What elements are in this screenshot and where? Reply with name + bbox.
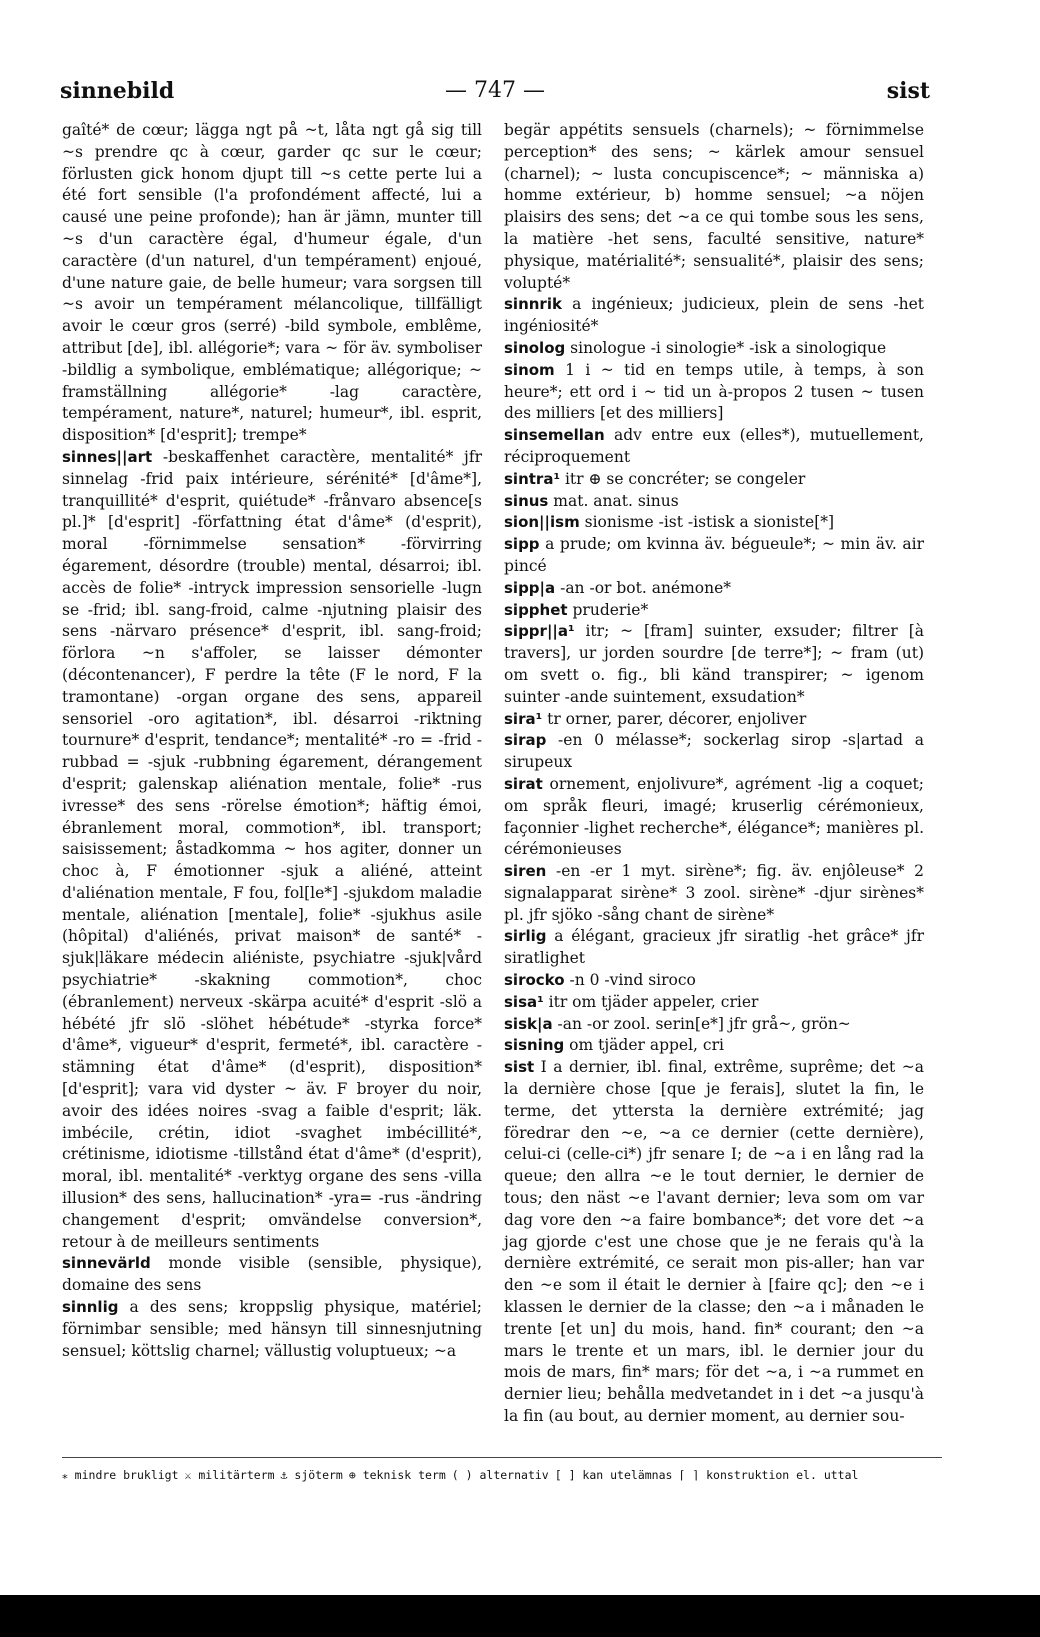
scan-border (0, 1595, 1040, 1637)
dictionary-entry (504, 774, 924, 861)
entry-definition: -n 0 -vind siroco (564, 971, 696, 990)
entry-definition: itr om tjäder appeler, crier (543, 992, 759, 1011)
dictionary-entry (504, 425, 924, 469)
entry-definition: ornement, enjolivure*, agrément -lig a coquet; om språk fleuri, imagé; kruserlig cérémonieux, façonnier -lighet recherche*, élégance*; manières pl. cérémonieuses (504, 774, 924, 859)
dictionary-entry (504, 709, 924, 731)
entry-definition: mat. anat. sinus (548, 491, 679, 510)
entry-headword: sirap (504, 731, 547, 750)
left-column (62, 120, 482, 1362)
dictionary-entry (504, 294, 924, 338)
dictionary-entry (504, 578, 924, 600)
entry-headword: sirlig (504, 927, 547, 946)
dictionary-entry (504, 621, 924, 708)
entry-headword: sintra¹ (504, 469, 561, 488)
entry-headword: sinolog (504, 338, 566, 357)
entry-definition: a prude; om kvinna äv. bégueule*; ~ min äv. air pincé (504, 535, 924, 575)
legend-item: ⊕ teknisk term (348, 1468, 446, 1482)
entry-definition: itr ⊕ se concréter; se congeler (560, 469, 806, 488)
entry-headword: sinnlig (62, 1298, 119, 1317)
entry-headword: siren (504, 862, 547, 881)
entry-headword: sisning (504, 1036, 565, 1055)
entry-headword: sisk|a (504, 1014, 553, 1033)
entry-headword: sinsemellan (504, 426, 605, 445)
entry-headword: sinnrik (504, 295, 562, 314)
entry-headword: sinnevärld (62, 1254, 151, 1273)
page-header (60, 78, 930, 112)
dictionary-entry (504, 360, 924, 425)
dictionary-entry (504, 534, 924, 578)
entry-definition: tr orner, parer, décorer, enjoliver (542, 709, 807, 728)
entry-definition: begär appétits sensuels (charnels); ~ förnimmelse perception* des sens; ~ kärlek amour sensuel (charnel); ~ lusta concupiscence*; ~ människa a) homme extérieur, b) homme sensuel; ~a nöjen plaisirs des sens; det ~a ce qui tombe sous les sens, la matière -het sens, faculté sensitive, nature* physique, matérialité*; sensualité*, plaisir des sens; volupté* (504, 121, 924, 292)
dictionary-entry (504, 120, 924, 294)
entry-headword: sipp (504, 535, 540, 554)
dictionary-entry (504, 1057, 924, 1428)
entry-definition: itr; ~ [fram] suinter, exsuder; filtrer [à travers], ur jorden sourdre [de terre*]; ~ fram (ut) om svett o. fig., bli känd transpirer; ~ igenom suinter -ande suintement, exsudation* (504, 622, 924, 706)
entry-headword: sirat (504, 774, 543, 793)
page-number: — 747 — (445, 78, 545, 103)
entry-definition: -en 0 mélasse*; sockerlag sirop -s|artad a sirupeux (504, 731, 924, 772)
dictionary-entry (504, 338, 924, 360)
entry-definition: sinologue -i sinologie* -isk a sinologique (565, 338, 887, 357)
entry-definition: pruderie* (567, 600, 649, 619)
entry-definition: 1 i ~ tid en temps utile, à temps, à son heure*; ett ord i ~ tid un à-propos 2 tusen ~ tusen des milliers [et des milliers] (504, 360, 924, 423)
entry-definition: -beskaffenhet caractère, mentalité* jfr sinnelag -frid paix intérieure, sérénité* [d'âme*], tranquillité* d'esprit, quiétude* -frånvaro absence[s pl.]* [d'esprit] -författning état d'âme* (d'esprit), moral -förnimmelse sensation* -förvirring égarement, désordre (trouble) mental, désarroi; ibl. accès de folie* -intryck impression sensorielle -lugn se -frid; ibl. sang-froid, calme -njutning plaisir des sens -närvaro présence* d'esprit, ibl. sang-froid; förlora ~n s'affoler, se laisser démonter (décontenancer), F perdre la tête (F le nord, F la tramontane) -organ organe des sens, appareil sensoriel -oro agitation*, ibl. désarroi -riktning tournure* d'esprit, tendance*; mentalité* -ro = -frid -rubbad = -sjuk -rubbning égarement, dérangement d'esprit; galenskap aliénation mentale, folie* -rus ivresse* des sens -rörelse émotion*; häftig émoi, ébranlement moral, commotion*, ibl. transport; saisissement; åstadkomma ~ hos agiter, donner un choc à, F émotionner -sjuk a aliéné, atteint d'aliénation mentale, F fou, fol[le*] -sjukdom maladie mentale, aliénation [mentale], folie* -sjukhus asile (hôpital) d'aliénés, privat maison* de santé* -sjuk|läkare médecin aliéniste, psychiatre -sjuk|vård psychiatrie* -skakning commotion*, choc (ébranlement) nerveux -skärpa acuité* d'esprit -slö a hébété jfr slö -slöhet hébétude* -styrka force* d'âme*, vigueur* d'esprit, fermeté*, ibl. caractère -stämning état d'âme* (d'esprit), disposition* [d'esprit]; vara vid dyster ~ äv. F broyer du noir, avoir des idées noires -svag a faible d'esprit; läk. imbécile, crétin, idiot -svaghet imbécillité*, crétinisme, idiotisme -tillstånd état d'âme* (d'esprit), moral, ibl. mentalité* -verktyg organe des sens -villa illusion* des sens, hallucination* -yra= -rus -ändring changement d'esprit; omvändelse conversion*, retour à de meilleurs sentiments (62, 447, 482, 1251)
entry-definition: om tjäder appel, cri (564, 1036, 724, 1055)
entry-definition: sionisme -ist -istisk a sioniste[*] (579, 513, 835, 532)
dictionary-entry (504, 1014, 924, 1036)
entry-headword: sion||ism (504, 513, 580, 532)
legend-item: ⚓ sjöterm (280, 1468, 343, 1482)
legend-item: [ ] kan utelämnas (554, 1468, 673, 1482)
entry-definition: gaîté* de cœur; lägga ngt på ~t, låta ngt gå sig till ~s prendre qc à cœur, garder qc sur le cœur; förlusten gick honom djupt till ~s cette perte lui a été fort sensible (l'a profondément affecté, lui a causé une peine profonde); han är jämn, munter till ~s d'un caractère égal, d'humeur égale, d'un caractère (d'un naturel, d'un tempérament) enjoué, d'une nature gaie, de belle humeur; vara sorgsen till ~s avoir un tempérament mélancolique, tillfälligt avoir le cœur gros (serré) -bild symbole, emblême, attribut [de], ibl. allégorie*; vara ~ för äv. symboliser -bildlig a symbolique, emblématique; allégorique; ~ framställning allégorie* -lag caractère, tempérament, nature*, naturel; humeur*, ibl. esprit, disposition* [d'esprit]; trempe* (62, 121, 482, 445)
entry-headword: sipp|a (504, 578, 556, 597)
entry-definition: a des sens; kroppslig physique, matériel; förnimbar sensible; med hänsyn till sinnesnjutning sensuel; köttslig charnel; vällustig voluptueux; ~a (62, 1298, 482, 1360)
entry-headword: sipphet (504, 600, 568, 619)
entry-definition: -en -er 1 myt. sirène*; fig. äv. enjôleuse* 2 signalapparat sirène* 3 zool. sirène* -djur sirènes* pl. jfr sjöko -sång chant de sirène* (504, 862, 924, 924)
entry-definition: I a dernier, ibl. final, extrême, suprême; det ~a la dernière chose [que je ferais], slutet la fin, le terme, det yttersta la dernière extrémité; jag föredrar den ~e, ~a ce dernier (cette dernière), celui-ci (celle-ci*) jfr senare I; de ~a i en lång rad la queue; den allra ~e le tout dernier, le dernier de tous; den näst ~e l'avant dernier; leva som om var dag vore den ~a faire bombance*; det vore det ~a jag gjorde c'est une chose que je ne ferais qu'à la dernière extrémité, ce serait mon pis-aller; han var den ~e som il était le dernier à [faire qc]; den ~e i klassen le dernier de la classe; den ~a i månaden le trente [et un] du mois, hand. fin* courant; den ~a mars le trente et un mars, ibl. le dernier jour du mois de mars, fin* mars; för det ~a, i ~a rummet en dernier lieu; behålla medvetandet in i det ~a jusqu'à la fin (au bout, au dernier moment, au dernier sou- (504, 1058, 924, 1426)
right-column (504, 120, 924, 1428)
entry-headword: sist (504, 1058, 535, 1077)
header-right-guideword: sist (886, 78, 930, 104)
dictionary-entry (62, 1297, 482, 1362)
dictionary-entry (504, 926, 924, 970)
dictionary-entry (504, 970, 924, 992)
legend-item: ⚔ militärterm (184, 1468, 275, 1482)
dictionary-entry (504, 861, 924, 926)
legend-item: ⌈ ⌉ konstruktion el. uttal (678, 1468, 859, 1482)
dictionary-entry (62, 447, 482, 1253)
dictionary-entry (62, 120, 482, 447)
entry-headword: sira¹ (504, 709, 543, 728)
entry-headword: sisa¹ (504, 992, 544, 1011)
entry-definition: monde visible (sensible, physique), domaine des sens (62, 1254, 482, 1295)
header-left-guideword: sinnebild (60, 78, 175, 104)
entry-headword: sinnes||art (62, 447, 153, 466)
dictionary-entry (504, 491, 924, 513)
entry-headword: sinus (504, 491, 549, 510)
dictionary-entry (504, 730, 924, 774)
dictionary-entry (504, 1035, 924, 1057)
dictionary-entry (504, 600, 924, 622)
entry-headword: sippr||a¹ (504, 622, 575, 641)
entry-definition: -an -or zool. serin[e*] jfr grå~, grön~ (552, 1014, 851, 1033)
dictionary-entry (504, 469, 924, 491)
entry-definition: a élégant, gracieux jfr siratlig -het grâce* jfr siratlighet (504, 927, 924, 968)
entry-definition: adv entre eux (elles*), mutuellement, réciproquement (504, 426, 924, 466)
abbreviation-legend (62, 1457, 942, 1482)
entry-definition: -an -or bot. anémone* (555, 578, 732, 597)
legend-item: ⁎ mindre brukligt (62, 1468, 179, 1482)
dictionary-entry (504, 992, 924, 1014)
entry-headword: sirocko (504, 971, 565, 990)
dictionary-entry (504, 512, 924, 534)
entry-headword: sinom (504, 360, 555, 379)
legend-item: ( ) alternativ (451, 1468, 549, 1482)
entry-definition: a ingénieux; judicieux, plein de sens -het ingéniosité* (504, 295, 924, 336)
dictionary-entry (62, 1253, 482, 1297)
